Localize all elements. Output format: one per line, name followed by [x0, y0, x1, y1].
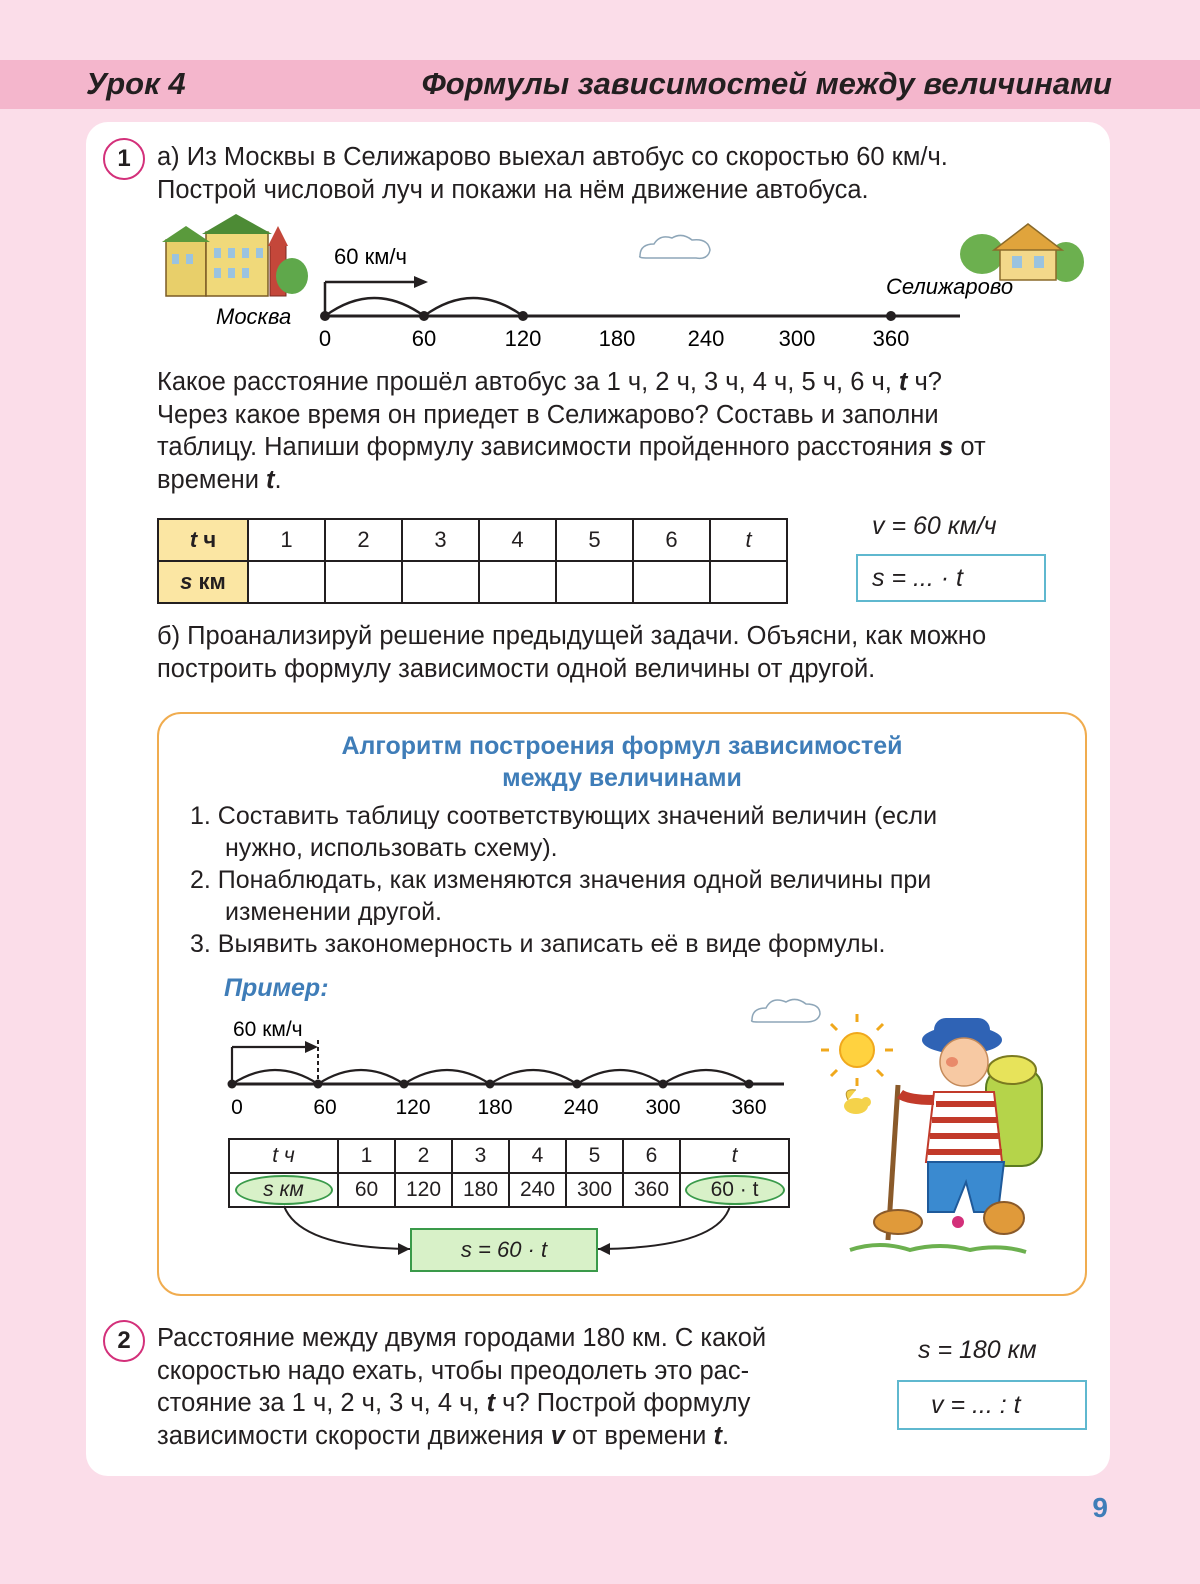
cloud-icon: [752, 999, 820, 1022]
table-cell: 360: [623, 1173, 680, 1207]
table-cell: 2: [395, 1139, 452, 1173]
example-tick-label: 60: [313, 1096, 337, 1119]
example-tick-label: 0: [231, 1096, 243, 1119]
city-moscow: Москва: [216, 304, 292, 329]
formula-box-1: s = ... · t: [856, 554, 1046, 602]
sun-icon: [821, 1014, 893, 1086]
city-selizharovo: Селижарово: [886, 274, 1014, 299]
example-arc: [490, 1070, 577, 1084]
example-header-t: t ч: [229, 1139, 338, 1173]
tick-label: 0: [318, 326, 332, 351]
table-cell: 1: [338, 1139, 395, 1173]
lesson-topic: Формулы зависимостей между величинами: [421, 66, 1112, 101]
text-span: .: [274, 465, 282, 494]
step-line: нужно, использовать схему).: [225, 834, 558, 862]
text-span: .: [721, 1421, 730, 1450]
table-cell: 5: [566, 1139, 623, 1173]
example-tick-label: 240: [563, 1096, 599, 1119]
tick-label: 300: [778, 326, 816, 351]
example-label: Пример:: [224, 974, 329, 1002]
example-point: [486, 1080, 495, 1089]
task-2-text: [157, 1322, 857, 1452]
text-span: ч? Построй формулу: [495, 1389, 751, 1417]
tick-label: 180: [598, 326, 636, 351]
given-distance: s = 180 км: [918, 1336, 1037, 1364]
example-point: [228, 1080, 237, 1089]
task-2-line: [157, 1420, 857, 1453]
text-span: стояние за 1 ч, 2 ч, 3 ч, 4 ч,: [157, 1389, 487, 1417]
step-line: 1. Составить таблицу соответствующих значений величин (если: [190, 802, 938, 830]
table-cell: 3: [452, 1139, 509, 1173]
hiker-icon: [850, 1018, 1042, 1252]
example-point: [573, 1080, 582, 1089]
task-1b-line: б) Проанализируй решение предыдущей задачи. Объясни, как можно: [157, 622, 987, 650]
example-header-s-cell: [229, 1173, 338, 1207]
bird-icon: [844, 1090, 871, 1114]
example-tick-label: 360: [731, 1096, 767, 1119]
step-line: изменении другой.: [225, 898, 443, 926]
example-arc: [577, 1070, 663, 1084]
var-t: t: [189, 527, 198, 552]
speed-label: 60 км/ч: [334, 244, 407, 269]
table-cell: 2: [325, 519, 402, 561]
text-span: таблицу. Напиши формулу зависимости пройденного расстояния: [157, 433, 940, 461]
step-line: 2. Понаблюдать, как изменяются значения одной величины при: [190, 866, 932, 894]
tick-label: 360: [872, 326, 910, 351]
table-cell: 6: [633, 519, 710, 561]
arrow-left: [284, 1206, 410, 1249]
task-1a-line: а) Из Москвы в Селижарово выехал автобус со скоростью 60 км/ч.: [157, 143, 948, 171]
algorithm-title-line: Алгоритм построения формул зависимостей: [341, 732, 903, 760]
example-point: [659, 1080, 668, 1089]
table-cell: 5: [556, 519, 633, 561]
text-span: Какое расстояние прошёл автобус за 1 ч, 2 ч, 3 ч, 4 ч, 5 ч, 6 ч,: [157, 368, 899, 396]
unit: км: [192, 569, 226, 594]
example-header-s-oval: s км: [235, 1175, 333, 1205]
task-1a-line: Построй числовой луч и покажи на нём движение автобуса.: [157, 175, 869, 204]
page-number: 9: [1092, 1492, 1108, 1523]
example-result-cell: [680, 1173, 789, 1207]
var-s: s: [939, 433, 954, 461]
unit: ч: [197, 527, 217, 552]
table-cell: 6: [623, 1139, 680, 1173]
example-arc: [663, 1070, 749, 1084]
step-line: 3. Выявить закономерность и записать её в виде формулы.: [190, 930, 886, 958]
arrow-right: [598, 1206, 730, 1249]
example-tick-label: 180: [477, 1096, 513, 1119]
tick-label: 240: [687, 326, 725, 351]
table-cell: t: [680, 1139, 789, 1173]
table-cell: t: [710, 519, 787, 561]
table-cell: 1: [248, 519, 325, 561]
task-1-number: 1: [103, 138, 145, 180]
task-2-line: скоростью надо ехать, чтобы преодолеть это рас-: [157, 1356, 750, 1385]
var-s: s: [180, 569, 193, 594]
example-table: [228, 1138, 790, 1208]
text-span: времени: [157, 465, 267, 494]
tick-label: 60: [411, 326, 437, 351]
task-2-line: Расстояние между двумя городами 180 км. С какой: [157, 1324, 767, 1352]
example-result-oval: 60 · t: [685, 1175, 785, 1205]
var-t: t: [266, 465, 275, 494]
given-speed: v = 60 км/ч: [872, 512, 997, 540]
text-span: зависимости скорости движения: [157, 1421, 551, 1450]
formula-box-2: v = ... : t: [897, 1380, 1087, 1430]
example-speed-label: 60 км/ч: [233, 1018, 303, 1041]
table-row: [229, 1173, 789, 1207]
table-cell: 300: [566, 1173, 623, 1207]
text-span: от времени: [564, 1421, 714, 1450]
algorithm-title-line: между величинами: [502, 764, 742, 792]
table-cell: 180: [452, 1173, 509, 1207]
example-arc: [232, 1070, 318, 1084]
example-point: [314, 1080, 323, 1089]
table-cell: 120: [395, 1173, 452, 1207]
table-cell: 3: [402, 519, 479, 561]
example-point: [745, 1080, 754, 1089]
question-line: Через какое время он приедет в Селижарово? Составь и заполни: [157, 400, 939, 429]
table-cell: 240: [509, 1173, 566, 1207]
example-arc: [318, 1070, 404, 1084]
text-span: ч?: [907, 368, 942, 396]
lesson-title: Урок 4: [86, 66, 186, 101]
task-2-number: 2: [103, 1320, 145, 1362]
tick-label: 120: [504, 326, 542, 351]
task-2-line: [157, 1387, 857, 1420]
table-row: [229, 1139, 789, 1173]
example-tick-label: 300: [645, 1096, 681, 1119]
example-point: [400, 1080, 409, 1089]
table-cell: 60: [338, 1173, 395, 1207]
text-span: от: [953, 433, 986, 461]
task-1b-line: построить формулу зависимости одной величины от другой.: [157, 654, 876, 683]
var-v: v: [550, 1421, 565, 1450]
table-cell: 4: [479, 519, 556, 561]
var-t: t: [486, 1389, 496, 1417]
var-t: t: [898, 368, 908, 396]
var-t: t: [713, 1421, 722, 1450]
table-cell: 4: [509, 1139, 566, 1173]
example-formula-box: s = 60 · t: [410, 1228, 598, 1272]
example-tick-label: 120: [395, 1096, 431, 1119]
example-arc: [404, 1070, 490, 1084]
